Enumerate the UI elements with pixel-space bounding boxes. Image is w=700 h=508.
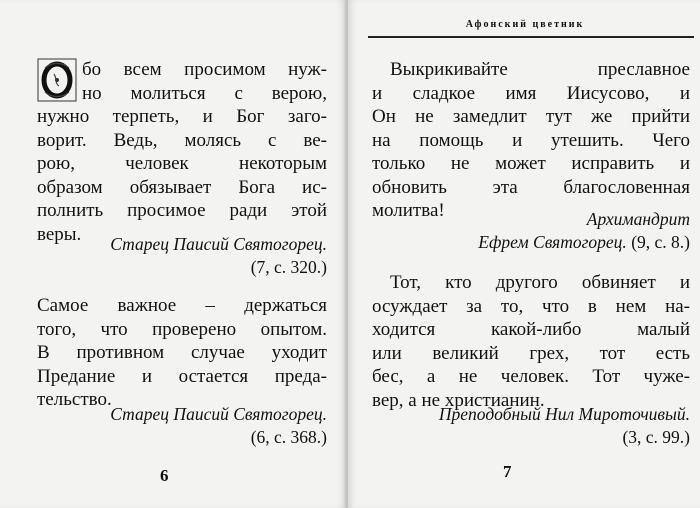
text-line: осуждает за то, что в нем на- — [372, 295, 690, 317]
text-line: В противном случае уходит — [37, 342, 327, 363]
left-attribution-2 — [37, 403, 327, 449]
text-line: на помощь и утешить. Чего — [372, 129, 690, 151]
running-header: Афонский цветник — [465, 19, 585, 30]
text-line: Самое важное – держаться — [37, 295, 327, 316]
text-line: только не может исправить и — [372, 153, 690, 174]
citation: (7, с. 320.) — [250, 257, 327, 277]
text-line: того, что проверено опытом. — [37, 318, 327, 340]
right-paragraph-2 — [372, 271, 690, 412]
author-line — [372, 231, 690, 254]
author-name: Старец Паисий Святогорец. — [110, 234, 327, 254]
text-line: и сладкое имя Иисусово, и — [372, 82, 690, 104]
left-paragraph-1 — [37, 58, 327, 246]
text-line: Предание и остается преда- — [37, 365, 327, 387]
text-line: Выкрикивайте преславное — [390, 59, 690, 80]
header-rule — [368, 36, 694, 38]
right-attribution-2 — [372, 403, 690, 449]
text-line: Он не замедлит тут же прийти — [372, 106, 690, 127]
text-line: ходится какой-либо малый — [372, 319, 690, 340]
text-line: ворит. Ведь, молясь с ве- — [37, 129, 327, 151]
text-line: но молиться с верою, — [82, 82, 327, 104]
citation: (6, с. 368.) — [250, 427, 327, 447]
text-line: полнить просимое ради этой — [37, 200, 327, 221]
text-line: бо всем просимом нуж- — [82, 59, 327, 80]
author-name: Преподобный Нил Мироточивый. — [438, 404, 690, 424]
author-name: Ефрем Святогорец. — [478, 232, 627, 252]
left-attribution-1 — [37, 233, 327, 279]
text-line: Тот, кто другого обвиняет и — [390, 272, 690, 293]
author-name: Старец Паисий Святогорец. — [110, 404, 327, 424]
text-line: образом обязывает Бога ис- — [37, 176, 327, 198]
text-line: вер, а не христианин. — [372, 389, 545, 411]
text-line: тельство. — [37, 389, 112, 410]
citation: (9, с. 8.) — [631, 232, 690, 252]
author-title: Архимандрит — [586, 209, 690, 229]
text-line: нужно терпеть, и Бог заго- — [37, 106, 327, 127]
left-page — [0, 0, 346, 508]
text-line: рою, человек некоторым — [37, 153, 327, 174]
right-page — [348, 0, 700, 508]
right-attribution-1 — [372, 208, 690, 254]
left-paragraph-2 — [37, 294, 327, 412]
citation: (3, с. 99.) — [622, 427, 690, 447]
page-number: 6 — [160, 466, 169, 485]
text-line: молитва! — [372, 200, 445, 221]
text-line: обновить эта благословенная — [372, 176, 690, 198]
text-line: бес, а не человек. Тот чуже- — [372, 366, 690, 387]
page-number: 7 — [503, 462, 512, 481]
text-line: веры. — [37, 223, 82, 245]
right-paragraph-1 — [372, 58, 690, 223]
text-line: или великий грех, тот есть — [372, 342, 690, 364]
